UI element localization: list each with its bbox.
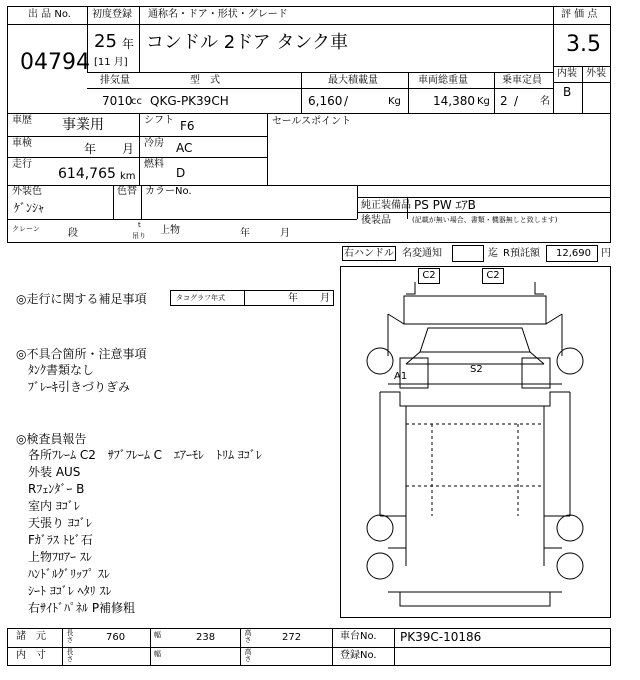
overall-grade: 3.5 (566, 32, 601, 57)
height-label: 高さ (244, 648, 252, 662)
lot-no: 04794 (20, 50, 90, 75)
inspector-item: ｼｰﾄ ﾖｺﾞﾚ ﾍﾀﾘ ｽﾚ (28, 584, 112, 598)
recycle-unit: 円 (601, 248, 611, 259)
length-label: 長さ (66, 629, 74, 643)
equipment-label: 純正装備品 (361, 200, 411, 211)
capacity: 2 (500, 94, 508, 108)
shift-label: シフト (144, 115, 174, 126)
inspector-item: 室内 ﾖｺﾞﾚ (28, 499, 80, 513)
name-change-box (452, 245, 484, 262)
supp-heading: ◎走行に関する補足事項 (16, 292, 147, 306)
defect-item: ﾌﾞﾚｰｷ引きづりぎみ (28, 380, 131, 394)
displacement-label: 排気量 (100, 75, 130, 86)
first-reg-label: 初度登録 (92, 9, 132, 20)
mileage-unit: km (120, 171, 136, 182)
capacity-unit: 名 (540, 96, 550, 107)
displacement: 7010 (102, 94, 133, 108)
spec-label: 諸 元 (16, 631, 46, 642)
exterior-label: 外装 (586, 68, 606, 79)
height-label: 高さ (244, 629, 252, 643)
inspector-item: 右ｻｲﾄﾞﾊﾟﾈﾙ P補修粗 (28, 601, 136, 615)
gross-weight-label: 車両総重量 (418, 75, 468, 86)
grade-label: 評 価 点 (561, 9, 598, 20)
width-label: 幅 (154, 631, 161, 639)
capacity-label: 乗車定員 (502, 75, 542, 86)
mileage: 614,765 (58, 166, 116, 182)
fuel-label: 燃料 (144, 159, 164, 170)
model: QKG-PK39CH (150, 94, 229, 108)
length-label: 長さ (66, 648, 74, 662)
damage-mark: C2 (418, 268, 440, 284)
inspector-item: ﾊﾝﾄﾞﾙｸﾞﾘｯﾌﾟ ｽﾚ (28, 567, 110, 581)
max-load: 6,160 (308, 94, 343, 108)
damage-mark: C2 (482, 268, 504, 284)
truck-diagram (340, 266, 611, 618)
inner-dim-label: 内 寸 (16, 650, 46, 661)
chassis-no: PK39C-10186 (400, 630, 482, 644)
shift: F6 (180, 119, 195, 133)
inspector-item: Rﾌｪﾝﾀﾞｰ B (28, 482, 85, 496)
crane-tsuri: 吊り (132, 232, 146, 240)
reg-year: 25 (94, 31, 117, 52)
interior-label: 内装 (557, 68, 577, 79)
crane-dan: 段 (68, 228, 78, 239)
equipment: PS PW ｴｱB (414, 198, 476, 212)
inspection-year: 年 (84, 142, 97, 156)
exterior-color: ｹﾞﾝｼｬ (14, 201, 45, 215)
ac-label: 冷房 (144, 138, 164, 149)
inspection-label: 車検 (12, 138, 32, 149)
max-load-unit: Kg (388, 96, 401, 107)
upper-year: 年 (240, 228, 250, 239)
displacement-unit: cc (131, 96, 142, 107)
color-change-label: 色替 (117, 186, 137, 197)
aftermarket-note: (記載が無い場合、書類・機器無しと致します) (412, 216, 558, 224)
recycle-amount: 12,690 (556, 248, 591, 259)
ac: AC (176, 141, 193, 155)
gross-weight-unit: Kg (477, 96, 490, 107)
tach-year: 年 (288, 293, 298, 304)
color-no-label: カラーNo. (145, 186, 192, 197)
reg-year-unit: 年 (122, 37, 135, 51)
inspector-heading: ◎検査員報告 (16, 432, 87, 446)
tachograph-label: タコグラフ年式 (176, 294, 225, 302)
inspector-item: 上物ﾌﾛｱｰ ｽﾚ (28, 550, 92, 564)
upper-month: 月 (280, 228, 290, 239)
tach-month: 月 (320, 293, 330, 304)
name-label: 通称名・ドア・形状・グレード (148, 9, 288, 20)
history-label: 車歴 (12, 115, 32, 126)
upper-label: 上物 (160, 225, 180, 236)
height: 272 (282, 632, 302, 643)
reg-month: [11 月] (94, 57, 128, 68)
chassis-label: 車台No. (340, 631, 377, 642)
drive-side: 右ハンドル (344, 248, 394, 259)
deadline-label: 迄 (488, 248, 498, 259)
sales-point-label: セールスポイント (272, 116, 352, 127)
inspection-month: 月 (122, 142, 135, 156)
defect-item: ﾀﾝｸ書類なし (28, 363, 95, 377)
damage-mark: S2 (470, 364, 483, 375)
inspector-item: 外装 AUS (28, 465, 81, 479)
fuel: D (176, 166, 186, 180)
length: 760 (106, 632, 126, 643)
exterior-grade: B (563, 85, 572, 99)
lot-no-label: 出 品 No. (28, 9, 71, 20)
model-label: 型 式 (190, 75, 220, 86)
width: 238 (196, 632, 216, 643)
inspector-item: 天張り ﾖｺﾞﾚ (28, 516, 92, 530)
exterior-color-label: 外装色 (12, 186, 42, 197)
inspector-item: Fｶﾞﾗｽ ﾄﾋﾞ石 (28, 533, 93, 547)
history: 事業用 (62, 117, 104, 133)
aftermarket-label: 後装品 (361, 215, 391, 226)
width-label: 幅 (154, 650, 161, 658)
car-name: コンドル 2ドア タンク車 (146, 32, 348, 53)
defects-heading: ◎不具合箇所・注意事項 (16, 347, 147, 361)
inspector-item: 各所ﾌﾚｰﾑ C2 ｻﾌﾞﾌﾚｰﾑ C ｴｱｰﾓﾚ ﾄﾘﾑ ﾖｺﾞﾚ (28, 448, 262, 462)
damage-mark: A1 (394, 371, 408, 382)
capacity-sep: / (514, 94, 519, 108)
recycle-label: R預託額 (503, 248, 540, 259)
reg-no-label: 登録No. (340, 650, 377, 661)
name-change-label: 名変通知 (402, 248, 442, 259)
max-load-label: 最大積載量 (328, 75, 378, 86)
crane-t: t (138, 221, 141, 229)
gross-weight: 14,380 (433, 94, 475, 108)
crane-label: クレーン (12, 225, 40, 233)
mileage-label: 走行 (12, 159, 32, 170)
max-load-sep: / (344, 94, 349, 108)
